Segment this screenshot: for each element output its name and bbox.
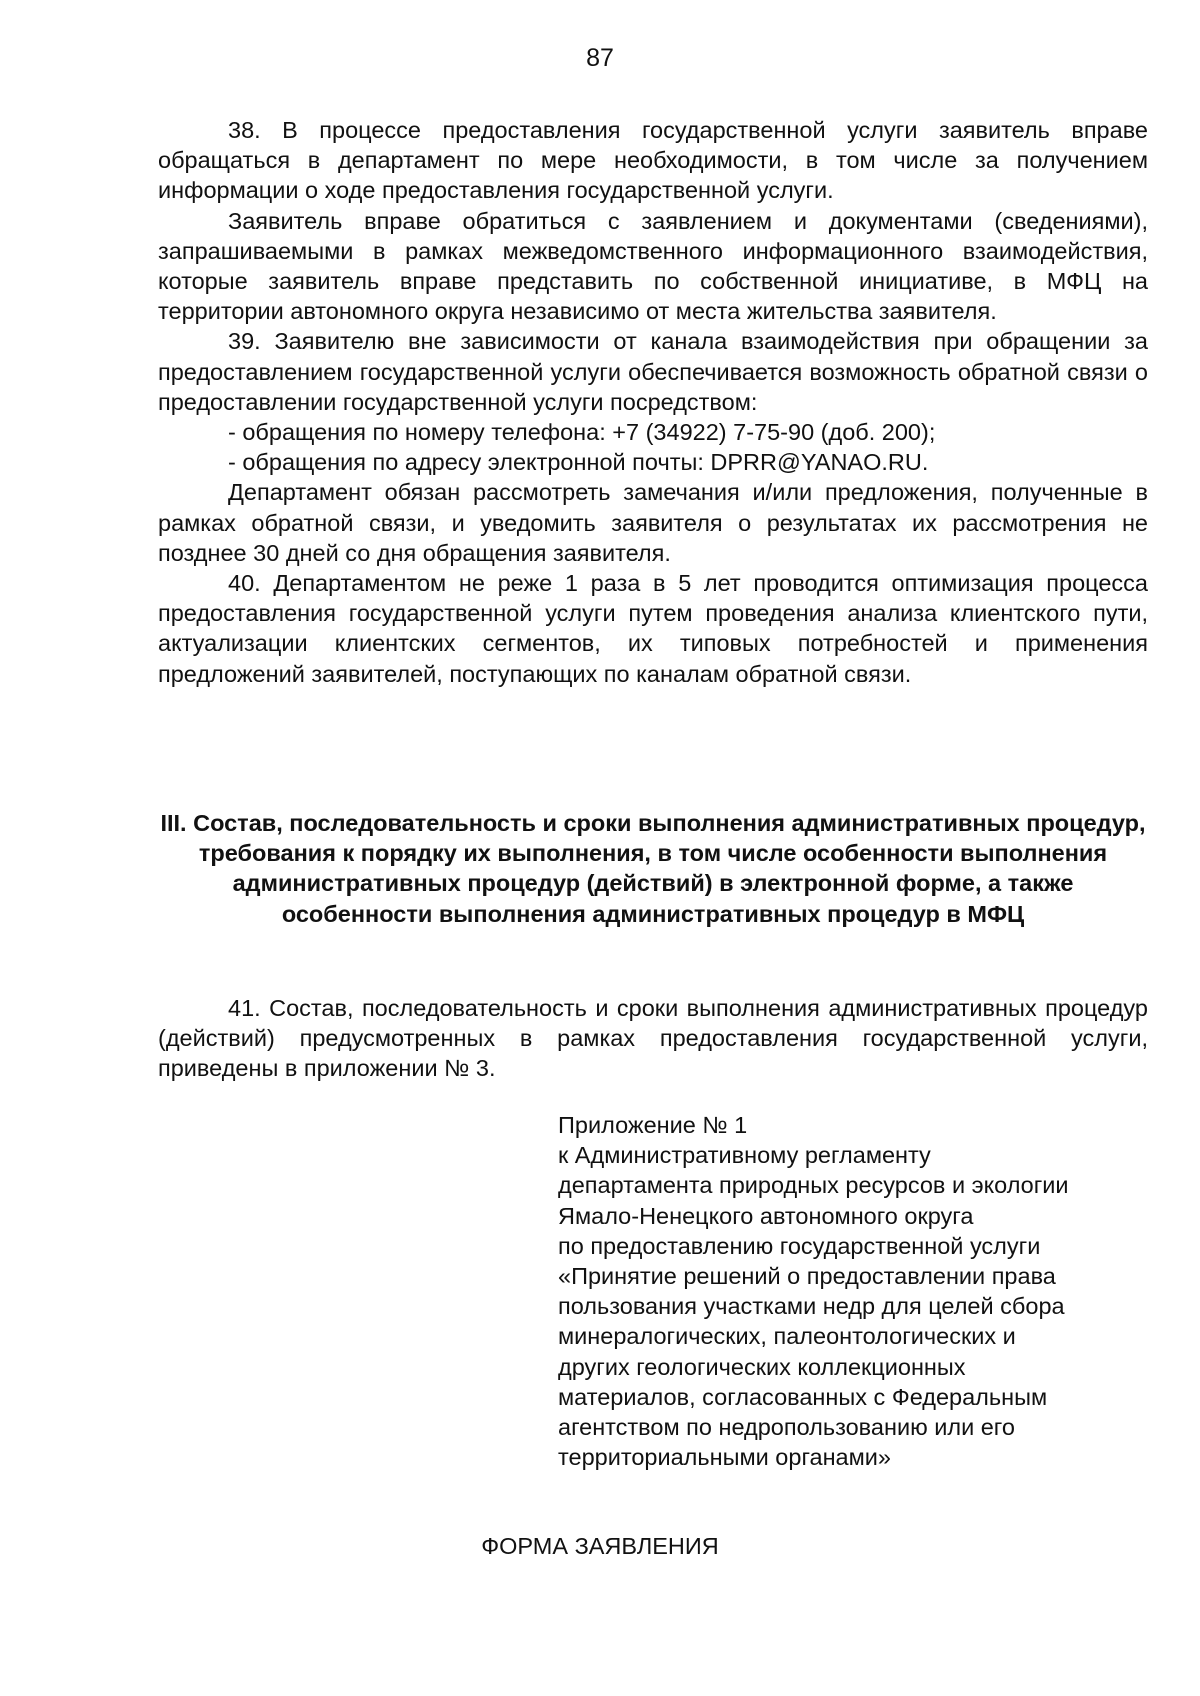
paragraph-39: 39. Заявителю вне зависимости от канала взаимодействия при обращении за предоставлением государственной услуги обеспечивается возможность обратной связи о предоставлении государственной услуги посредством: [158, 328, 1148, 415]
appendix-line: Ямало-Ненецкого автономного округа [558, 1202, 974, 1229]
appendix-line: по предоставлению государственной услуги [558, 1232, 1041, 1259]
paragraph-applicant-mfc: Заявитель вправе обратиться с заявлением и документами (сведениями), запрашиваемыми в рамках межведомственного информационного взаимодействия, которые заявитель вправе представить по собственной инициативе, в МФЦ на территории автономного округа независимо от места жительства заявителя. [158, 207, 1148, 325]
main-text [158, 115, 1148, 689]
appendix-line: Приложение № 1 [558, 1112, 748, 1138]
appendix-line: к Административному регламенту [558, 1142, 931, 1169]
main-text-2 [158, 993, 1148, 1084]
section-title: III. Состав, последовательность и сроки выполнения административных процедур, требования к порядку их выполнения, в том числе особенности выполнения административных процедур (действий) в электронной форме, а также особенности выполнения административных процедур в МФЦ [160, 810, 1146, 927]
paragraph-40: 40. Департаментом не реже 1 раза в 5 лет проводится оптимизация процесса предоставления государственной услуги путем проведения анализа клиентского пути, актуализации клиентских сегментов, их типовых потребностей и применения предложений заявителей, поступающих по каналам обратной связи. [158, 570, 1148, 687]
appendix-line: других геологических коллекционных [558, 1353, 966, 1380]
list-item-email: - обращения по адресу электронной почты: DPRR@YANAO.RU. [228, 449, 929, 476]
appendix-line: агентством по недропользованию или его [558, 1414, 1015, 1441]
appendix-line: «Принятие решений о предоставлении права [558, 1263, 1056, 1290]
appendix-line: пользования участками недр для целей сбора [558, 1293, 1065, 1320]
appendix-line: материалов, согласованных с Федеральным [558, 1383, 1048, 1410]
paragraph-department-duty: Департамент обязан рассмотреть замечания и/или предложения, полученные в рамках обратной связи, и уведомить заявителя о результатах их рассмотрения не позднее 30 дней со дня обращения заявителя. [158, 479, 1148, 566]
page-number: 87 [586, 44, 614, 72]
appendix-line: территориальными органами» [558, 1444, 891, 1471]
form-title: ФОРМА ЗАЯВЛЕНИЯ [481, 1533, 719, 1559]
paragraph-38: 38. В процессе предоставления государственной услуги заявитель вправе обращаться в департамент по мере необходимости, в том числе за получением информации о ходе предоставления государственной услуги. [158, 117, 1148, 204]
appendix-line: минералогических, палеонтологических и [558, 1323, 1016, 1350]
list-item-phone: - обращения по номеру телефона: +7 (34922) 7-75-90 (доб. 200); [228, 419, 936, 446]
appendix-header [558, 1110, 1148, 1472]
appendix-line: департамента природных ресурсов и экологии [558, 1172, 1069, 1199]
paragraph-41: 41. Состав, последовательность и сроки выполнения административных процедур (действий) предусмотренных в рамках предоставления государственной услуги, приведены в приложении № 3. [158, 995, 1148, 1082]
